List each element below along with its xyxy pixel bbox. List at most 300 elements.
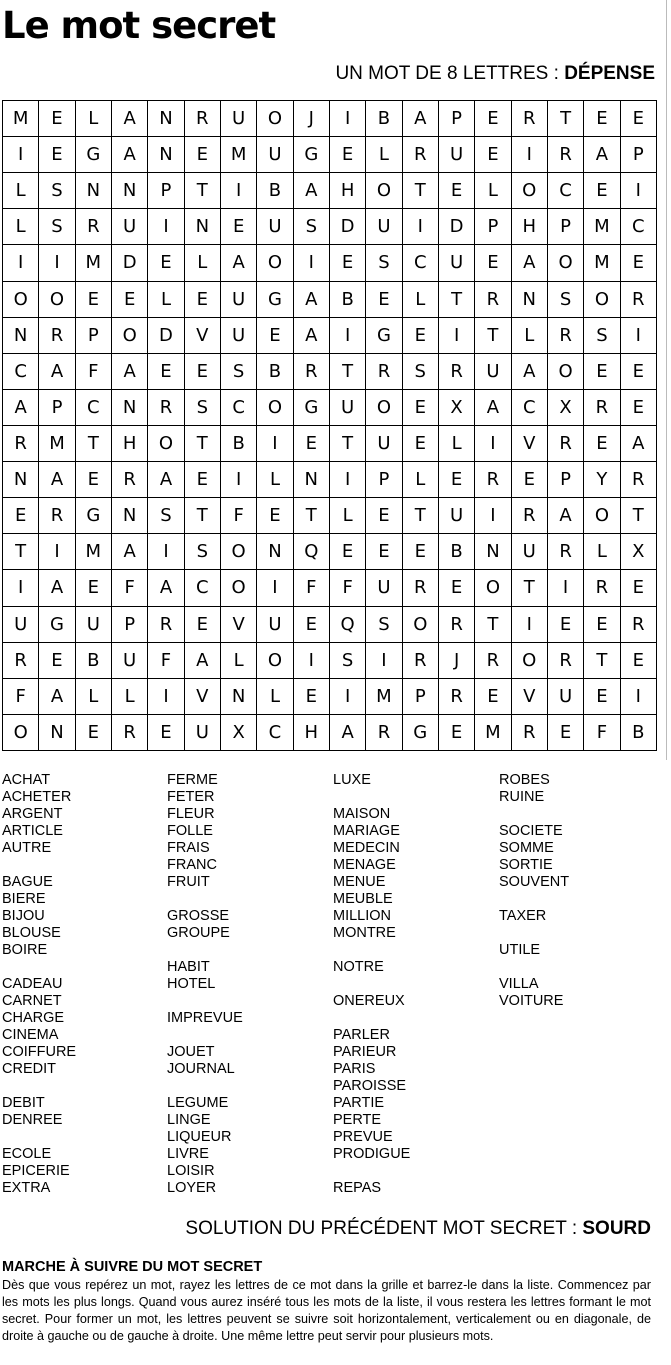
grid-cell[interactable]: V [511,425,547,461]
grid-cell[interactable]: R [620,606,656,642]
grid-cell[interactable]: S [184,389,220,425]
grid-cell[interactable]: D [148,317,184,353]
grid-cell[interactable]: B [366,101,402,137]
grid-cell[interactable]: E [39,101,75,137]
grid-cell[interactable]: A [511,353,547,389]
grid-cell[interactable]: V [511,678,547,714]
grid-cell[interactable]: B [75,642,111,678]
grid-cell[interactable]: L [184,245,220,281]
word-item[interactable]: MEUBLE [333,891,393,907]
grid-cell[interactable]: C [547,173,583,209]
grid-cell[interactable]: L [220,642,256,678]
word-item[interactable]: LOISIR [167,1163,215,1179]
grid-cell[interactable]: O [511,173,547,209]
grid-cell[interactable]: G [39,606,75,642]
grid-cell[interactable]: U [220,317,256,353]
grid-cell[interactable]: E [75,570,111,606]
grid-cell[interactable]: A [547,498,583,534]
grid-cell[interactable]: R [584,389,620,425]
grid-cell[interactable]: I [257,570,293,606]
word-item[interactable]: PARLER [333,1027,390,1043]
word-item[interactable]: TAXER [499,908,547,924]
grid-cell[interactable]: M [75,245,111,281]
grid-cell[interactable]: C [184,570,220,606]
word-item[interactable]: PRODIGUE [333,1146,411,1162]
grid-cell[interactable]: U [366,209,402,245]
grid-cell[interactable]: U [257,137,293,173]
grid-cell[interactable]: L [584,534,620,570]
grid-cell[interactable]: B [329,281,365,317]
grid-cell[interactable]: L [75,678,111,714]
word-item[interactable]: MARIAGE [333,823,400,839]
grid-cell[interactable]: R [547,425,583,461]
grid-cell[interactable]: E [475,245,511,281]
grid-cell[interactable]: S [39,173,75,209]
word-item[interactable]: GROSSE [167,908,230,924]
grid-cell[interactable]: R [293,353,329,389]
grid-cell[interactable]: L [111,678,147,714]
grid-cell[interactable]: U [438,245,474,281]
grid-cell[interactable]: A [293,281,329,317]
grid-cell[interactable]: R [547,137,583,173]
grid-cell[interactable]: E [547,606,583,642]
grid-cell[interactable]: U [329,389,365,425]
word-item[interactable]: ARTICLE [2,823,63,839]
grid-cell[interactable]: F [75,353,111,389]
grid-cell[interactable]: F [111,570,147,606]
grid-cell[interactable]: T [620,498,656,534]
word-item[interactable]: JOUET [167,1044,215,1060]
grid-cell[interactable]: L [402,281,438,317]
grid-cell[interactable]: I [220,462,256,498]
word-item[interactable]: ROBES [499,772,550,788]
grid-cell[interactable]: O [220,534,256,570]
grid-cell[interactable]: E [75,714,111,750]
grid-cell[interactable]: U [547,678,583,714]
grid-cell[interactable]: I [329,101,365,137]
grid-cell[interactable]: Q [329,606,365,642]
grid-cell[interactable]: P [475,209,511,245]
grid-cell[interactable]: E [184,281,220,317]
grid-cell[interactable]: O [220,570,256,606]
grid-cell[interactable]: T [329,425,365,461]
grid-cell[interactable]: E [39,642,75,678]
word-item[interactable]: BOIRE [2,942,48,958]
grid-cell[interactable]: U [438,498,474,534]
grid-cell[interactable]: I [293,642,329,678]
grid-cell[interactable]: M [475,714,511,750]
word-item[interactable]: SOMME [499,840,554,856]
grid-cell[interactable]: A [620,425,656,461]
grid-cell[interactable]: T [438,281,474,317]
grid-cell[interactable]: A [111,534,147,570]
grid-cell[interactable]: O [3,714,39,750]
grid-cell[interactable]: F [329,570,365,606]
grid-cell[interactable]: N [220,678,256,714]
grid-cell[interactable]: D [438,209,474,245]
grid-cell[interactable]: S [293,209,329,245]
grid-cell[interactable]: R [111,462,147,498]
grid-cell[interactable]: P [547,462,583,498]
grid-cell[interactable]: E [184,353,220,389]
grid-cell[interactable]: C [220,389,256,425]
word-item[interactable]: MILLION [333,908,392,924]
grid-cell[interactable]: R [3,642,39,678]
grid-cell[interactable]: U [184,714,220,750]
grid-cell[interactable]: D [111,245,147,281]
grid-cell[interactable]: D [329,209,365,245]
grid-cell[interactable]: I [511,137,547,173]
grid-cell[interactable]: U [220,101,256,137]
word-item[interactable]: BIERE [2,891,46,907]
grid-cell[interactable]: R [511,498,547,534]
grid-cell[interactable]: R [148,389,184,425]
grid-cell[interactable]: N [39,714,75,750]
grid-cell[interactable]: I [329,462,365,498]
grid-cell[interactable]: E [402,534,438,570]
grid-cell[interactable]: E [620,353,656,389]
word-item[interactable]: FLEUR [167,806,215,822]
grid-cell[interactable]: A [111,353,147,389]
grid-cell[interactable]: I [148,534,184,570]
word-item[interactable]: LEGUME [167,1095,229,1111]
grid-cell[interactable]: P [402,678,438,714]
grid-cell[interactable]: R [511,101,547,137]
grid-cell[interactable]: I [620,678,656,714]
word-item[interactable]: EXTRA [2,1180,51,1196]
word-item[interactable]: BLOUSE [2,925,61,941]
grid-cell[interactable]: O [257,389,293,425]
word-item[interactable]: BAGUE [2,874,53,890]
grid-cell[interactable]: O [3,281,39,317]
word-item[interactable]: FRUIT [167,874,210,890]
grid-cell[interactable]: T [329,353,365,389]
grid-cell[interactable]: O [148,425,184,461]
grid-cell[interactable]: I [329,678,365,714]
grid-cell[interactable]: U [475,353,511,389]
grid-cell[interactable]: M [584,209,620,245]
word-item[interactable]: HABIT [167,959,210,975]
word-item[interactable]: COIFFURE [2,1044,77,1060]
grid-cell[interactable]: T [75,425,111,461]
grid-cell[interactable]: R [475,462,511,498]
grid-cell[interactable]: T [475,606,511,642]
grid-cell[interactable]: I [3,137,39,173]
grid-cell[interactable]: F [148,642,184,678]
grid-cell[interactable]: P [438,101,474,137]
word-item[interactable]: ARGENT [2,806,63,822]
word-item[interactable]: BIJOU [2,908,45,924]
grid-cell[interactable]: E [402,389,438,425]
grid-cell[interactable]: L [257,678,293,714]
grid-cell[interactable]: R [475,281,511,317]
grid-cell[interactable]: R [438,353,474,389]
grid-cell[interactable]: E [3,498,39,534]
word-item[interactable]: DEBIT [2,1095,45,1111]
word-item[interactable]: LIQUEUR [167,1129,232,1145]
grid-cell[interactable]: V [220,606,256,642]
word-item[interactable]: CINEMA [2,1027,59,1043]
grid-cell[interactable]: A [584,137,620,173]
grid-cell[interactable]: S [547,281,583,317]
grid-cell[interactable]: L [3,173,39,209]
word-item[interactable]: FERME [167,772,218,788]
grid-cell[interactable]: G [366,317,402,353]
word-item[interactable]: AUTRE [2,840,52,856]
grid-cell[interactable]: X [547,389,583,425]
grid-cell[interactable]: E [438,714,474,750]
grid-cell[interactable]: U [220,281,256,317]
grid-cell[interactable]: E [257,317,293,353]
grid-cell[interactable]: N [75,173,111,209]
grid-cell[interactable]: O [257,245,293,281]
word-item[interactable]: FRANC [167,857,217,873]
grid-cell[interactable]: T [184,173,220,209]
grid-cell[interactable]: R [547,534,583,570]
word-item[interactable]: LINGE [167,1112,211,1128]
grid-cell[interactable]: I [39,534,75,570]
grid-cell[interactable]: N [511,281,547,317]
grid-cell[interactable]: E [220,209,256,245]
grid-cell[interactable]: I [3,570,39,606]
grid-cell[interactable]: E [584,173,620,209]
grid-cell[interactable]: G [75,498,111,534]
grid-cell[interactable]: O [547,245,583,281]
grid-cell[interactable]: E [584,425,620,461]
word-item[interactable]: VILLA [499,976,539,992]
grid-cell[interactable]: E [438,173,474,209]
grid-cell[interactable]: B [438,534,474,570]
grid-cell[interactable]: G [75,137,111,173]
grid-cell[interactable]: S [220,353,256,389]
grid-cell[interactable]: E [475,678,511,714]
grid-cell[interactable]: C [75,389,111,425]
grid-cell[interactable]: L [148,281,184,317]
word-item[interactable]: MEDECIN [333,840,400,856]
grid-cell[interactable]: I [620,173,656,209]
grid-cell[interactable]: I [475,498,511,534]
grid-cell[interactable]: N [184,209,220,245]
grid-cell[interactable]: H [511,209,547,245]
grid-cell[interactable]: C [3,353,39,389]
grid-cell[interactable]: E [39,137,75,173]
grid-cell[interactable]: E [547,714,583,750]
grid-cell[interactable]: F [584,714,620,750]
word-item[interactable]: HOTEL [167,976,216,992]
grid-cell[interactable]: C [620,209,656,245]
word-item[interactable]: ECOLE [2,1146,52,1162]
grid-cell[interactable]: M [39,425,75,461]
grid-cell[interactable]: G [402,714,438,750]
grid-cell[interactable]: I [3,245,39,281]
grid-cell[interactable]: U [257,606,293,642]
grid-cell[interactable]: A [511,245,547,281]
word-item[interactable]: FETER [167,789,215,805]
grid-cell[interactable]: R [148,606,184,642]
grid-cell[interactable]: I [148,678,184,714]
grid-cell[interactable]: L [329,498,365,534]
grid-cell[interactable]: B [257,353,293,389]
grid-cell[interactable]: M [220,137,256,173]
word-item[interactable]: FRAIS [167,840,210,856]
word-item[interactable]: RUINE [499,789,545,805]
word-item[interactable]: EPICERIE [2,1163,70,1179]
grid-cell[interactable]: N [3,462,39,498]
word-item[interactable]: ONEREUX [333,993,405,1009]
word-item[interactable]: REPAS [333,1180,382,1196]
grid-cell[interactable]: S [584,317,620,353]
grid-cell[interactable]: O [111,317,147,353]
grid-cell[interactable]: L [511,317,547,353]
word-item[interactable]: SOUVENT [499,874,570,890]
word-item[interactable]: ACHETER [2,789,72,805]
grid-cell[interactable]: T [402,498,438,534]
grid-cell[interactable]: T [511,570,547,606]
grid-cell[interactable]: E [329,245,365,281]
grid-cell[interactable]: X [438,389,474,425]
grid-cell[interactable]: P [366,462,402,498]
word-item[interactable]: LUXE [333,772,371,788]
grid-cell[interactable]: Y [584,462,620,498]
grid-cell[interactable]: J [438,642,474,678]
grid-cell[interactable]: N [111,498,147,534]
grid-cell[interactable]: E [257,498,293,534]
grid-cell[interactable]: A [39,353,75,389]
grid-cell[interactable]: A [111,101,147,137]
grid-cell[interactable]: I [257,425,293,461]
grid-cell[interactable]: E [75,281,111,317]
grid-cell[interactable]: E [438,462,474,498]
grid-cell[interactable]: R [366,353,402,389]
grid-cell[interactable]: I [511,606,547,642]
grid-cell[interactable]: E [620,570,656,606]
grid-cell[interactable]: O [475,570,511,606]
grid-cell[interactable]: E [329,534,365,570]
grid-cell[interactable]: A [111,137,147,173]
grid-cell[interactable]: R [620,462,656,498]
word-item[interactable]: SOCIETE [499,823,563,839]
grid-cell[interactable]: P [39,389,75,425]
grid-cell[interactable]: R [402,570,438,606]
grid-cell[interactable]: I [220,173,256,209]
grid-cell[interactable]: B [620,714,656,750]
grid-cell[interactable]: E [111,281,147,317]
grid-cell[interactable]: B [257,173,293,209]
grid-cell[interactable]: L [438,425,474,461]
grid-cell[interactable]: E [402,317,438,353]
grid-cell[interactable]: U [3,606,39,642]
grid-cell[interactable]: Q [293,534,329,570]
grid-cell[interactable]: P [111,606,147,642]
grid-cell[interactable]: E [584,101,620,137]
grid-cell[interactable]: E [184,137,220,173]
grid-cell[interactable]: I [547,570,583,606]
grid-cell[interactable]: E [620,101,656,137]
grid-cell[interactable]: R [475,642,511,678]
grid-cell[interactable]: H [111,425,147,461]
grid-cell[interactable]: O [257,642,293,678]
grid-cell[interactable]: A [220,245,256,281]
grid-cell[interactable]: R [584,570,620,606]
word-item[interactable]: SORTIE [499,857,553,873]
grid-cell[interactable]: E [148,245,184,281]
grid-cell[interactable]: A [184,642,220,678]
grid-cell[interactable]: V [184,317,220,353]
grid-cell[interactable]: S [184,534,220,570]
grid-cell[interactable]: U [75,606,111,642]
grid-cell[interactable]: X [220,714,256,750]
grid-cell[interactable]: C [511,389,547,425]
grid-cell[interactable]: O [547,353,583,389]
grid-cell[interactable]: J [293,101,329,137]
grid-cell[interactable]: O [584,498,620,534]
grid-cell[interactable]: F [3,678,39,714]
word-item[interactable]: LOYER [167,1180,217,1196]
grid-cell[interactable]: E [75,462,111,498]
grid-cell[interactable]: R [402,642,438,678]
grid-cell[interactable]: T [184,425,220,461]
grid-cell[interactable]: O [39,281,75,317]
grid-cell[interactable]: E [148,714,184,750]
grid-cell[interactable]: R [184,101,220,137]
word-item[interactable]: LIVRE [167,1146,209,1162]
word-item[interactable]: PERTE [333,1112,382,1128]
grid-cell[interactable]: O [366,389,402,425]
word-item[interactable]: DENREE [2,1112,63,1128]
grid-cell[interactable]: U [366,425,402,461]
grid-cell[interactable]: M [584,245,620,281]
word-item[interactable]: UTILE [499,942,541,958]
grid-cell[interactable]: T [293,498,329,534]
word-item[interactable]: MAISON [333,806,391,822]
grid-cell[interactable]: B [220,425,256,461]
grid-cell[interactable]: T [3,534,39,570]
grid-cell[interactable]: L [3,209,39,245]
grid-cell[interactable]: L [75,101,111,137]
grid-cell[interactable]: R [511,714,547,750]
grid-cell[interactable]: I [39,245,75,281]
grid-cell[interactable]: E [511,462,547,498]
word-item[interactable]: PARIEUR [333,1044,397,1060]
grid-cell[interactable]: G [293,389,329,425]
grid-cell[interactable]: N [3,317,39,353]
grid-cell[interactable]: C [257,714,293,750]
grid-cell[interactable]: A [148,570,184,606]
grid-cell[interactable]: U [511,534,547,570]
grid-cell[interactable]: O [584,281,620,317]
grid-cell[interactable]: U [366,570,402,606]
grid-cell[interactable]: I [402,209,438,245]
word-item[interactable]: GROUPE [167,925,230,941]
grid-cell[interactable]: U [111,209,147,245]
word-item[interactable]: NOTRE [333,959,384,975]
grid-cell[interactable]: E [366,498,402,534]
grid-cell[interactable]: R [111,714,147,750]
grid-cell[interactable]: R [620,281,656,317]
grid-cell[interactable]: T [184,498,220,534]
grid-cell[interactable]: S [402,353,438,389]
grid-cell[interactable]: N [257,534,293,570]
grid-cell[interactable]: G [293,137,329,173]
grid-cell[interactable]: A [148,462,184,498]
grid-cell[interactable]: E [475,101,511,137]
grid-cell[interactable]: T [475,317,511,353]
grid-cell[interactable]: L [366,137,402,173]
word-item[interactable]: PREVUE [333,1129,393,1145]
grid-cell[interactable]: X [620,534,656,570]
grid-cell[interactable]: R [366,714,402,750]
word-item[interactable]: JOURNAL [167,1061,235,1077]
